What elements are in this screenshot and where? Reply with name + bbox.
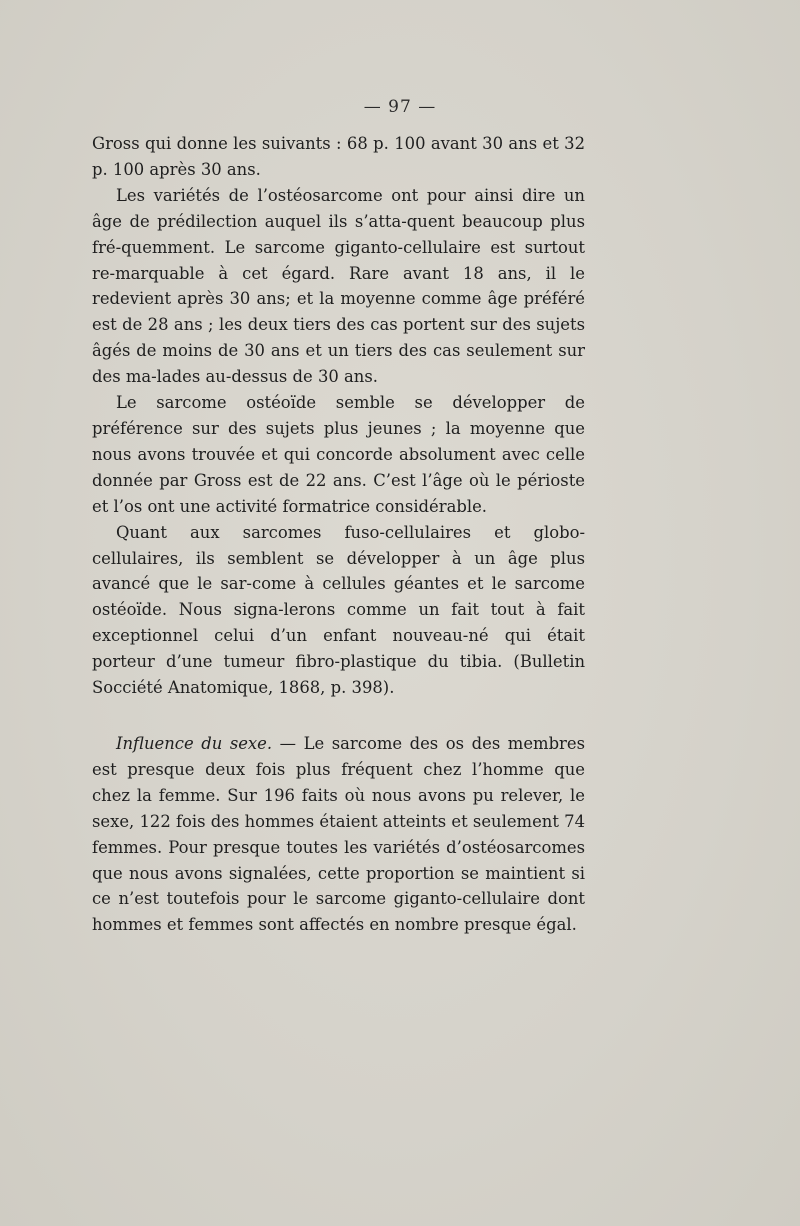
page-number: — 97 —	[363, 97, 437, 117]
paragraph-fuso-globo-cellular: Quant aux sarcomes fuso-cellulaires et globo-cellulaires, ils semblent se développer à un âge plus avancé que le sar-come à cellules géantes et le sarcome ostéoïde. Nous signa-lerons comme un fait tout à fait exceptionnel celui d’un enfant nouveau-né qui était porteur d’une tumeur fibro-plastique du tibia. (Bulletin Socciété Anatomique, 1868, p. 398).	[92, 522, 585, 698]
heading-separator: —	[272, 734, 304, 753]
section-heading-sex: Influence du sexe.	[116, 734, 273, 753]
paragraph-varieties-age: Les variétés de l’ostéosarcome ont pour ainsi dire un âge de prédilection auquel ils s’atta-quent beaucoup plus fré-quemment. Le sarcome giganto-cellulaire est surtout re-marquable à cet égard. Rare avant 18 ans, il le redevient après 30 ans; et la moyenne comme âge préféré est de 28 ans ; les deux tiers des cas portent sur des sujets âgés de moins de 30 ans et un tiers des cas seulement sur des ma-lades au-dessus de 30 ans.	[92, 185, 585, 387]
main-text-section	[92, 131, 585, 701]
paragraph-sex-influence	[92, 731, 585, 938]
paragraph-sex-influence-text: Le sarcome des os des membres est presque deux fois plus fréquent chez l’homme que chez la femme. Sur 196 faits où nous avons pu relever, le sexe, 122 fois des hommes étaient atteints et seulement 74 femmes. Pour presque toutes les variétés d’ostéosarcomes que nous avons signalées, cette proportion se maintient si ce n’est toutefois pour le sarcome giganto-cellulaire dont hommes et femmes sont affectés en nombre presque égal.	[92, 734, 586, 935]
sex-influence-section	[92, 731, 585, 938]
paragraph-continuation: Gross qui donne les suivants : 68 p. 100 avant 30 ans et 32 p. 100 après 30 ans.	[92, 134, 585, 179]
paragraph-osteoid-sarcoma: Le sarcome ostéoïde semble se développer de préférence sur des sujets plus jeunes ; la moyenne que nous avons trouvée et qui concorde absolument avec celle donnée par Gross est de 22 ans. C’est l’âge où le périoste et l’os ont une activité formatrice considérable.	[92, 393, 585, 516]
